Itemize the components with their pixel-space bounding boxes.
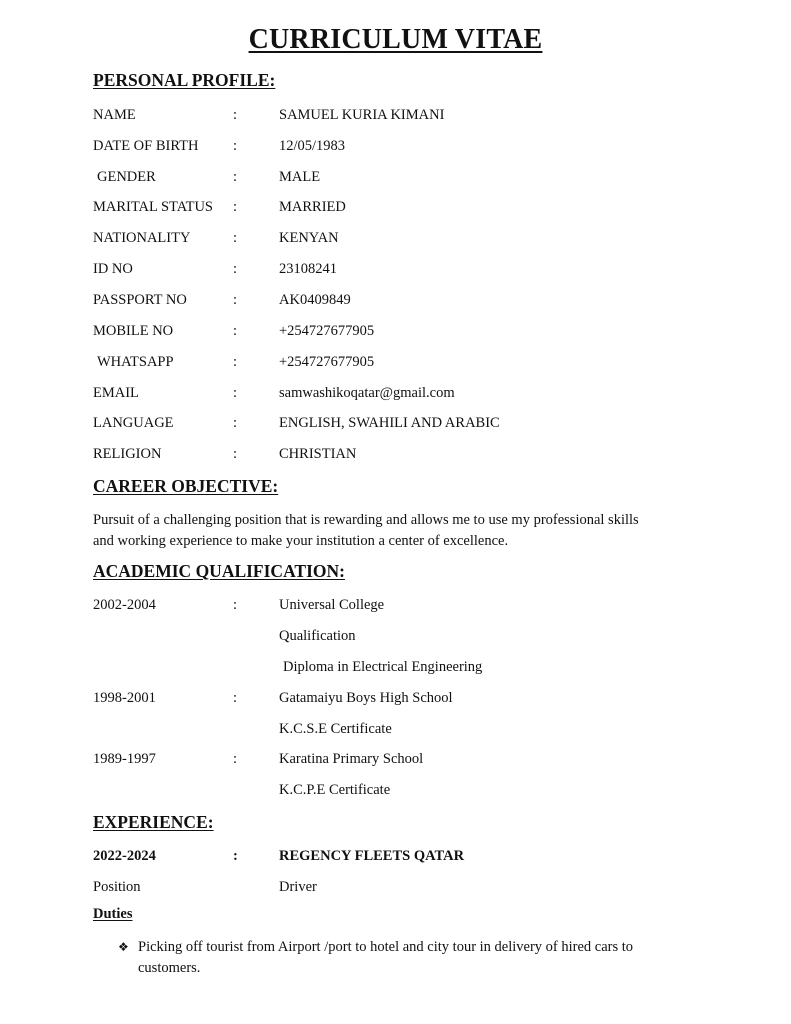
academic-text: Qualification: [279, 628, 356, 644]
career-objective-line: and working experience to make your institution a center of excellence.: [93, 533, 509, 549]
field-separator: :: [233, 323, 238, 339]
field-separator: :: [233, 354, 238, 370]
academic-row: [93, 718, 733, 740]
experience-company: REGENCY FLEETS QATAR: [279, 848, 465, 864]
field-label: WHATSAPP: [97, 354, 174, 370]
field-value: MARRIED: [279, 199, 346, 215]
academic-period: 1989-1997: [93, 751, 156, 767]
academic-row: [93, 594, 733, 616]
field-label: RELIGION: [93, 446, 162, 462]
field-value: +254727677905: [279, 323, 375, 339]
field-value: CHRISTIAN: [279, 446, 357, 462]
field-value: 23108241: [279, 261, 337, 277]
academic-row: [93, 625, 733, 647]
field-label: PASSPORT NO: [93, 292, 187, 308]
academic-text: Diploma in Electrical Engineering: [283, 659, 483, 675]
academic-row: [93, 687, 733, 709]
profile-row-email: [93, 382, 733, 404]
field-label: NAME: [93, 107, 136, 123]
field-separator: :: [233, 446, 238, 462]
field-label: NATIONALITY: [93, 230, 191, 246]
field-value: 12/05/1983: [279, 138, 346, 154]
academic-separator: :: [233, 690, 238, 706]
position-label: Position: [93, 879, 141, 895]
field-separator: :: [233, 169, 238, 185]
field-value: KENYAN: [279, 230, 339, 246]
academic-text: K.C.S.E Certificate: [279, 721, 392, 737]
field-label: MARITAL STATUS: [93, 199, 213, 215]
field-value: samwashikoqatar@gmail.com: [279, 385, 455, 401]
field-label: MOBILE NO: [93, 323, 174, 339]
academic-text: Karatina Primary School: [279, 751, 424, 767]
field-label: GENDER: [97, 169, 156, 185]
career-objective-line: Pursuit of a challenging position that is rewarding and allows me to use my professional skills: [93, 512, 639, 528]
academic-row: [93, 779, 733, 801]
profile-row-nationality: [93, 227, 733, 249]
profile-row-whatsapp: [93, 351, 733, 373]
position-value: Driver: [279, 879, 317, 895]
profile-row-id-no: [93, 258, 733, 280]
academic-qualification-heading: ACADEMIC QUALIFICATION:: [93, 561, 345, 581]
profile-row-religion: [93, 443, 733, 465]
academic-row: [93, 656, 733, 678]
experience-period: 2022-2024: [93, 848, 156, 864]
profile-row-name: [93, 104, 733, 126]
field-separator: :: [233, 138, 238, 154]
field-separator: :: [233, 415, 238, 431]
document-title: CURRICULUM VITAE: [248, 24, 543, 55]
profile-row-marital-status: [93, 196, 733, 218]
academic-period: 2002-2004: [93, 597, 156, 613]
profile-row-mobile-no: [93, 320, 733, 342]
career-objective-text: [93, 510, 693, 552]
field-separator: :: [233, 199, 238, 215]
field-label: EMAIL: [93, 385, 139, 401]
experience-heading: EXPERIENCE:: [93, 812, 214, 832]
profile-row-passport-no: [93, 289, 733, 311]
field-separator: :: [233, 107, 238, 123]
career-objective-heading: CAREER OBJECTIVE:: [93, 476, 279, 496]
field-value: ENGLISH, SWAHILI AND ARABIC: [279, 415, 500, 431]
academic-text: Universal College: [279, 597, 385, 613]
profile-row-gender: [93, 166, 733, 188]
academic-separator: :: [233, 597, 238, 613]
personal-profile-heading: PERSONAL PROFILE:: [93, 70, 276, 90]
duty-line: Picking off tourist from Airport /port to hotel and city tour in delivery of hired cars to: [138, 939, 634, 955]
field-separator: :: [233, 230, 238, 246]
field-value: SAMUEL KURIA KIMANI: [279, 107, 445, 123]
profile-row-language: [93, 412, 733, 434]
field-label: LANGUAGE: [93, 415, 174, 431]
field-label: DATE OF BIRTH: [93, 138, 199, 154]
field-separator: :: [233, 292, 238, 308]
duty-text: [138, 937, 678, 979]
diamond-bullet-icon: ❖: [118, 940, 129, 954]
academic-text: Gatamaiyu Boys High School: [279, 690, 453, 706]
field-value: MALE: [279, 169, 321, 185]
field-separator: :: [233, 261, 238, 277]
field-value: AK0409849: [279, 292, 351, 308]
duties-heading: Duties: [93, 906, 133, 922]
academic-row: [93, 748, 733, 770]
experience-separator: :: [233, 848, 238, 864]
field-separator: :: [233, 385, 238, 401]
duty-line: customers.: [138, 960, 201, 976]
academic-text: K.C.P.E Certificate: [279, 782, 391, 798]
academic-period: 1998-2001: [93, 690, 156, 706]
experience-row: [93, 845, 733, 867]
field-value: +254727677905: [279, 354, 375, 370]
field-label: ID NO: [93, 261, 133, 277]
academic-separator: :: [233, 751, 238, 767]
profile-row-dob: [93, 135, 733, 157]
experience-position-row: [93, 876, 733, 898]
